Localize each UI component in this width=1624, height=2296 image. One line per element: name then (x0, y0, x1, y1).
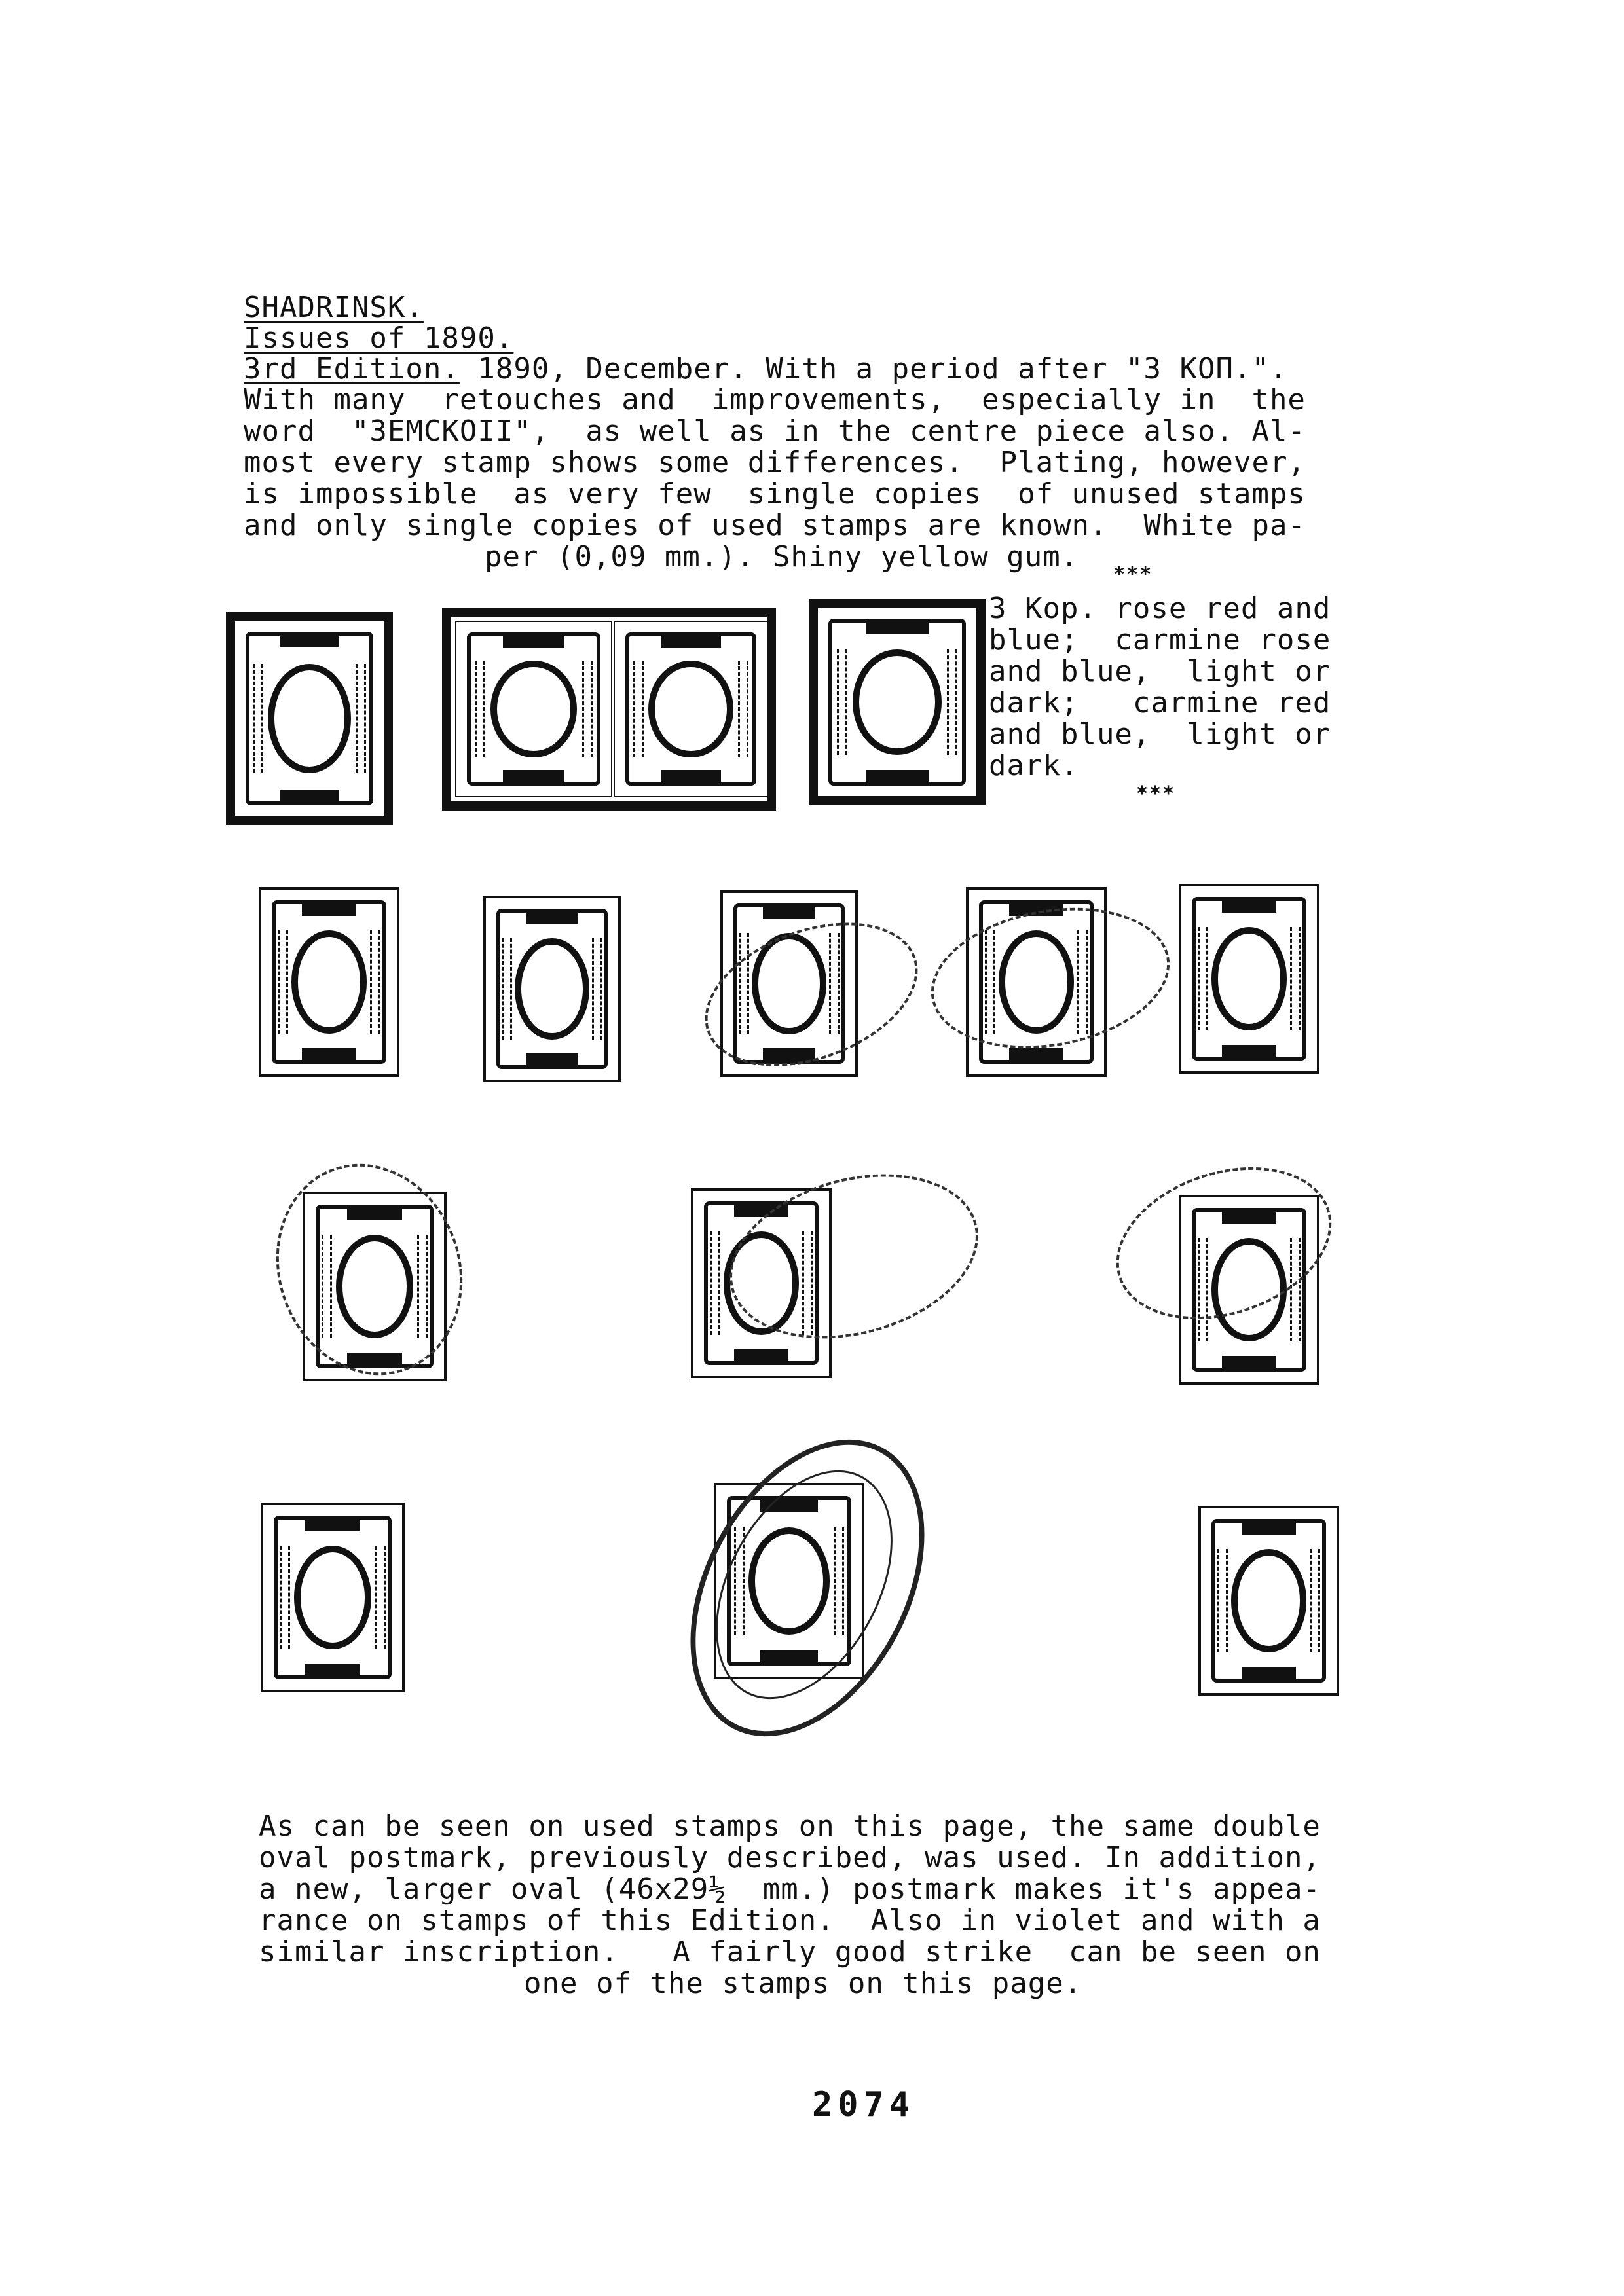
footer-line-last: one of the stamps on this page. (524, 1967, 1082, 2000)
stamp-used (259, 887, 399, 1077)
color-desc-line: dark. (989, 749, 1079, 782)
footer-line: a new, larger oval (46x29½ mm.) postmark makes it's appea- (259, 1872, 1321, 1906)
page-number: 2074 (812, 2085, 915, 2124)
footer-line: oval postmark, previously described, was used. In addition, (259, 1841, 1321, 1874)
issues-heading: Issues of 1890. (244, 321, 514, 355)
stamp-used (483, 896, 621, 1082)
stamp-unused-single (226, 612, 393, 825)
color-desc-line: blue; carmine rose (989, 623, 1331, 657)
footer-line: rance on stamps of this Edition. Also in violet and with a (259, 1904, 1321, 1937)
color-desc-line: and blue, light or (989, 718, 1331, 751)
separator-stars: *** (1113, 563, 1153, 586)
stamp-unused-pair (442, 608, 776, 811)
intro-line: most every stamp shows some differences. Plating, however, (244, 446, 1306, 479)
edition-description: 1890, December. With a period after "3 КОП.". (459, 352, 1288, 386)
postmark-oval (920, 890, 1181, 1066)
color-desc-line: and blue, light or (989, 655, 1331, 688)
color-desc-line: 3 Kop. rose red and (989, 592, 1331, 625)
stamp-unused-single-2 (809, 599, 986, 805)
intro-line: and only single copies of used stamps are known. White pa- (244, 509, 1306, 542)
edition-label: 3rd Edition. (244, 352, 460, 386)
separator-stars: *** (1136, 782, 1176, 805)
footer-line: As can be seen on used stamps on this page, the same double (259, 1810, 1321, 1843)
intro-line-last: per (0,09 mm.). Shiny yellow gum. (485, 540, 1079, 574)
city-heading: SHADRINSK. (244, 291, 424, 324)
color-desc-line: dark; carmine red (989, 686, 1331, 720)
footer-line: similar inscription. A fairly good strike can be seen on (259, 1935, 1321, 1969)
stamp-used (1198, 1506, 1339, 1696)
intro-line: is impossible as very few single copies of unused stamps (244, 477, 1306, 511)
stamp-used (1179, 884, 1320, 1074)
postmark-oval (247, 1137, 491, 1401)
edition-line (244, 353, 1287, 386)
stamp-used (261, 1503, 405, 1692)
intro-line: word "3EMCKOII", as well as in the centre piece also. Al- (244, 414, 1306, 448)
intro-line: With many retouches and improvements, especially in the (244, 383, 1306, 416)
